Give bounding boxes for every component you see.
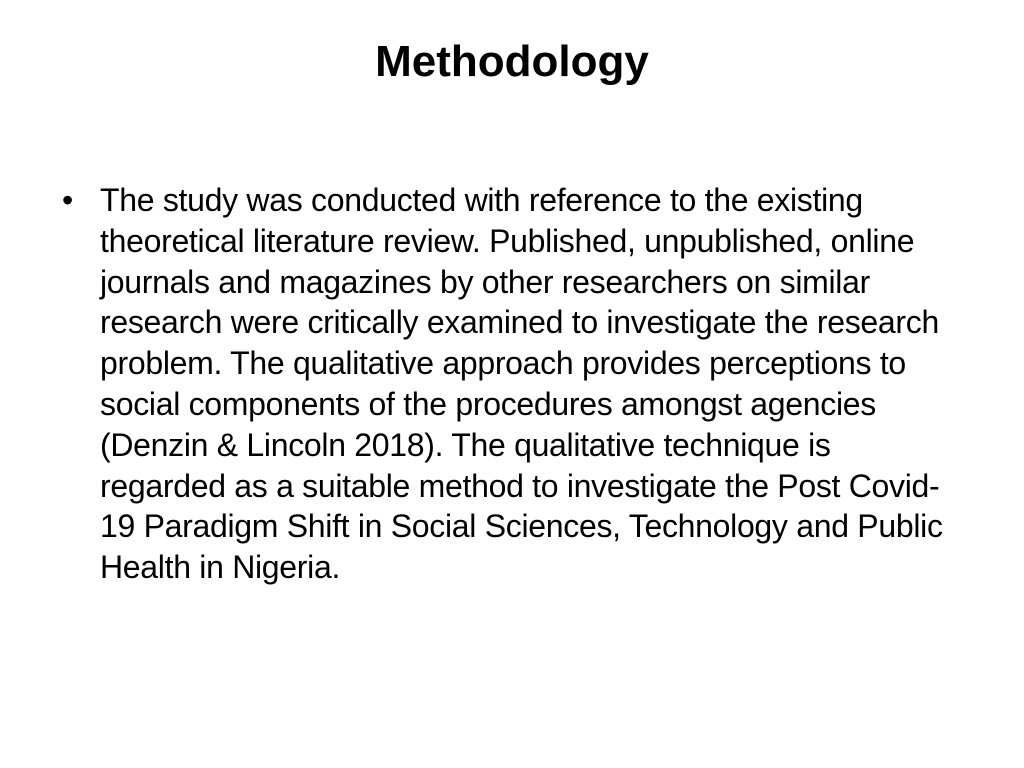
bullet-icon: • — [62, 182, 73, 218]
slide-content — [60, 180, 960, 588]
bullet-item — [60, 180, 960, 588]
slide-title: Methodology — [375, 37, 649, 86]
bullet-text: The study was conducted with reference to the existing theoretical literature review. Published, unpublished, online journals and magazines by other researchers on similar research were critically examined to investigate the research problem. The qualitative approach provides perceptions to social components of the procedures amongst agencies (Denzin & Lincoln 2018). The qualitative technique is regarded as a suitable method to investigate the Post Covid-19 Paradigm Shift in Social Sciences, Technology and Public Health in Nigeria. — [100, 182, 943, 586]
